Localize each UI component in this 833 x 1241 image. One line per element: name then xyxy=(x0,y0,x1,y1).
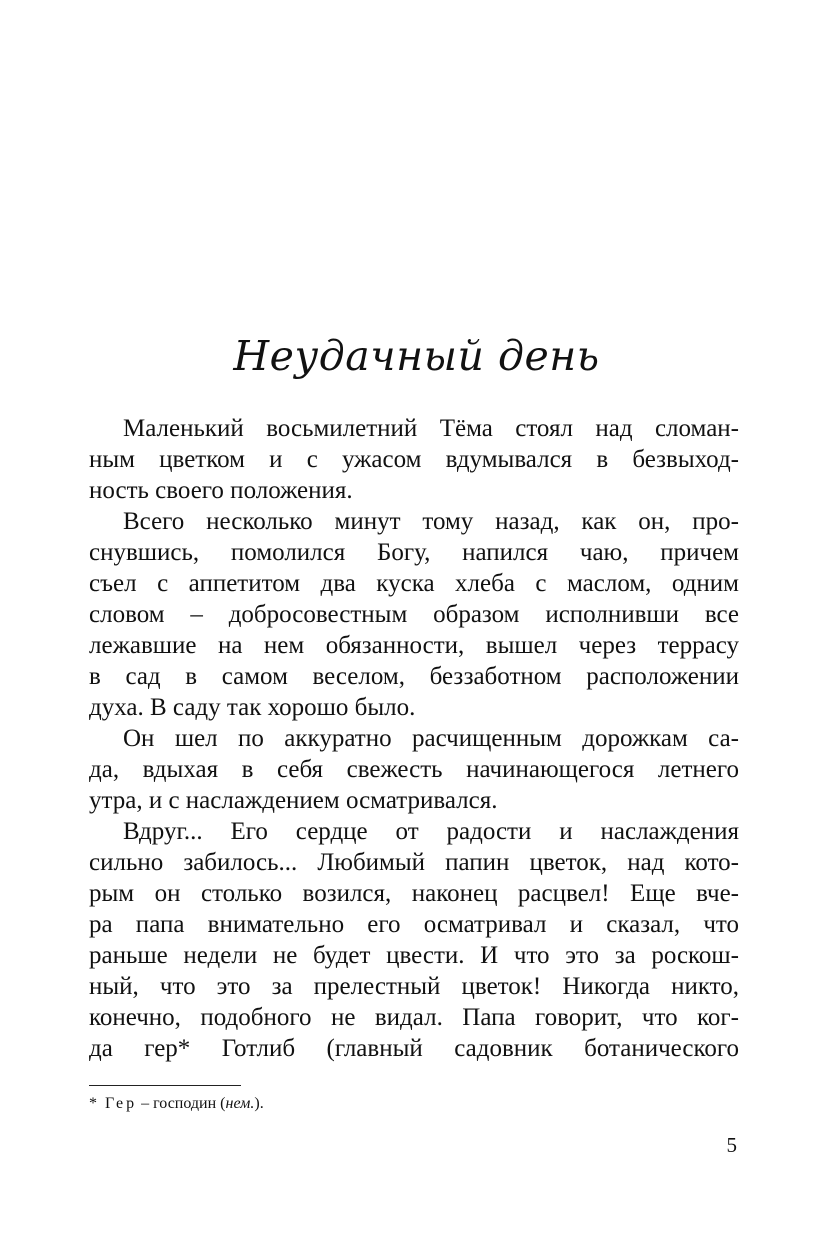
chapter-title: Неудачный день xyxy=(233,332,600,380)
text-line: ным цветком и с ужасом вдумывался в безвыход- xyxy=(89,446,739,473)
page-number: 5 xyxy=(726,1133,737,1157)
footnote-note-close: ). xyxy=(254,1095,264,1112)
text-line: словом – добросовестным образом исполнивши все xyxy=(89,601,739,628)
text-line: ра папа внимательно его осматривал и сказал, что xyxy=(89,911,739,938)
footnote-definition: господин xyxy=(153,1095,217,1112)
body-text xyxy=(89,413,739,1064)
text-line: да, вдыхая в себя свежесть начинающегося летнего xyxy=(89,756,739,783)
text-line: лежавшие на нем обязанности, вышел через террасу xyxy=(89,632,739,659)
text-line: раньше недели не будет цвести. И что это за роскош- xyxy=(89,942,739,969)
text-line: Он шел по аккуратно расчищенным дорожкам са- xyxy=(123,725,739,752)
text-line: да гер* Готлиб (главный садовник ботанического xyxy=(89,1035,739,1062)
text-line: снувшись, помолился Богу, напился чаю, причем xyxy=(89,539,739,566)
text-line: Вдруг... Его сердце от радости и наслаждения xyxy=(123,818,739,845)
footnote-dash: – xyxy=(141,1095,150,1112)
text-line: сильно забилось... Любимый папин цветок, над кото- xyxy=(89,849,739,876)
text-line: ный, что это за прелестный цветок! Никогда никто, xyxy=(89,973,739,1000)
text-line: утра, и с наслаждением осматривался. xyxy=(89,787,498,814)
text-line: конечно, подобного не видал. Папа говорит, что ког- xyxy=(89,1004,739,1031)
text-line: съел с аппетитом два куска хлеба с маслом, одним xyxy=(89,570,739,597)
footnote-divider xyxy=(89,1085,241,1086)
text-line: духа. В саду так хорошо было. xyxy=(89,694,416,721)
footnote-note-open: ( xyxy=(220,1095,226,1112)
footnote-term: Гер xyxy=(105,1095,138,1112)
text-line: ность своего положения. xyxy=(89,477,353,504)
footnote-language: нем. xyxy=(225,1095,255,1112)
text-line: рым он столько возился, наконец расцвел! Еще вче- xyxy=(89,880,739,907)
footnote xyxy=(89,1094,264,1114)
text-line: Маленький восьмилетний Тёма стоял над сломан- xyxy=(123,415,739,442)
text-line: Всего несколько минут тому назад, как он, про- xyxy=(123,508,739,535)
footnote-marker: * xyxy=(89,1095,97,1112)
text-line: в сад в самом веселом, беззаботном расположении xyxy=(89,663,739,690)
